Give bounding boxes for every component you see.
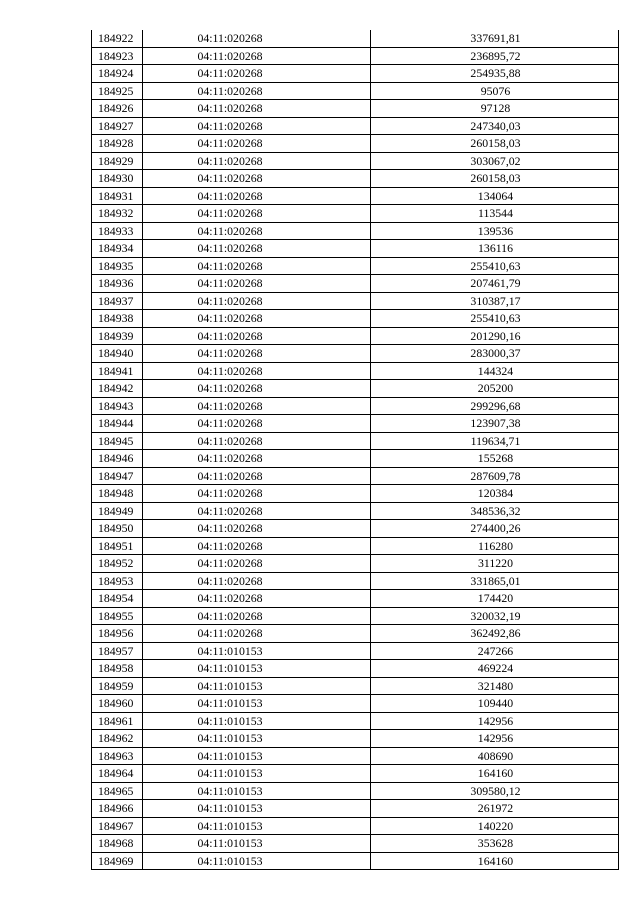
table-row bbox=[92, 100, 619, 118]
value-cell: 261972 bbox=[371, 800, 619, 818]
table-row bbox=[92, 257, 619, 275]
cadastral-code-cell: 04:11:010153 bbox=[143, 642, 371, 660]
row-id-cell: 184969 bbox=[92, 852, 143, 870]
row-id-cell: 184933 bbox=[92, 222, 143, 240]
row-id-cell: 184934 bbox=[92, 240, 143, 258]
table-row bbox=[92, 65, 619, 83]
value-cell: 337691,81 bbox=[371, 30, 619, 47]
row-id-cell: 184922 bbox=[92, 30, 143, 47]
table-row bbox=[92, 817, 619, 835]
table-row bbox=[92, 170, 619, 188]
table-row bbox=[92, 415, 619, 433]
table-row bbox=[92, 502, 619, 520]
row-id-cell: 184944 bbox=[92, 415, 143, 433]
cadastral-code-cell: 04:11:020268 bbox=[143, 257, 371, 275]
cadastral-code-cell: 04:11:020268 bbox=[143, 450, 371, 468]
value-cell: 134064 bbox=[371, 187, 619, 205]
row-id-cell: 184960 bbox=[92, 695, 143, 713]
cadastral-code-cell: 04:11:020268 bbox=[143, 537, 371, 555]
value-cell: 113544 bbox=[371, 205, 619, 223]
row-id-cell: 184957 bbox=[92, 642, 143, 660]
table-row bbox=[92, 345, 619, 363]
row-id-cell: 184963 bbox=[92, 747, 143, 765]
row-id-cell: 184931 bbox=[92, 187, 143, 205]
value-cell: 95076 bbox=[371, 82, 619, 100]
table-row bbox=[92, 537, 619, 555]
row-id-cell: 184923 bbox=[92, 47, 143, 65]
value-cell: 139536 bbox=[371, 222, 619, 240]
table-row bbox=[92, 695, 619, 713]
cadastral-code-cell: 04:11:020268 bbox=[143, 432, 371, 450]
cadastral-code-cell: 04:11:010153 bbox=[143, 765, 371, 783]
table-row bbox=[92, 467, 619, 485]
cadastral-code-cell: 04:11:020268 bbox=[143, 100, 371, 118]
value-cell: 260158,03 bbox=[371, 170, 619, 188]
table-row bbox=[92, 485, 619, 503]
row-id-cell: 184947 bbox=[92, 467, 143, 485]
cadastral-code-cell: 04:11:020268 bbox=[143, 82, 371, 100]
value-cell: 144324 bbox=[371, 362, 619, 380]
cadastral-code-cell: 04:11:020268 bbox=[143, 607, 371, 625]
table-row bbox=[92, 362, 619, 380]
value-cell: 174420 bbox=[371, 590, 619, 608]
cadastral-code-cell: 04:11:010153 bbox=[143, 695, 371, 713]
table-row bbox=[92, 292, 619, 310]
value-cell: 109440 bbox=[371, 695, 619, 713]
value-cell: 119634,71 bbox=[371, 432, 619, 450]
row-id-cell: 184925 bbox=[92, 82, 143, 100]
cadastral-code-cell: 04:11:010153 bbox=[143, 677, 371, 695]
table-row bbox=[92, 397, 619, 415]
cadastral-code-cell: 04:11:020268 bbox=[143, 187, 371, 205]
row-id-cell: 184924 bbox=[92, 65, 143, 83]
cadastral-code-cell: 04:11:020268 bbox=[143, 502, 371, 520]
table-row bbox=[92, 450, 619, 468]
value-cell: 274400,26 bbox=[371, 520, 619, 538]
value-cell: 140220 bbox=[371, 817, 619, 835]
row-id-cell: 184950 bbox=[92, 520, 143, 538]
value-cell: 255410,63 bbox=[371, 257, 619, 275]
row-id-cell: 184942 bbox=[92, 380, 143, 398]
cadastral-code-cell: 04:11:010153 bbox=[143, 852, 371, 870]
table-body bbox=[92, 30, 619, 870]
value-cell: 142956 bbox=[371, 730, 619, 748]
row-id-cell: 184935 bbox=[92, 257, 143, 275]
cadastral-code-cell: 04:11:020268 bbox=[143, 275, 371, 293]
cadastral-code-cell: 04:11:020268 bbox=[143, 292, 371, 310]
row-id-cell: 184948 bbox=[92, 485, 143, 503]
cadastral-code-cell: 04:11:010153 bbox=[143, 712, 371, 730]
value-cell: 299296,68 bbox=[371, 397, 619, 415]
value-cell: 205200 bbox=[371, 380, 619, 398]
cadastral-code-cell: 04:11:010153 bbox=[143, 835, 371, 853]
table-row bbox=[92, 730, 619, 748]
table-row bbox=[92, 117, 619, 135]
cadastral-code-cell: 04:11:020268 bbox=[143, 625, 371, 643]
cadastral-code-cell: 04:11:020268 bbox=[143, 380, 371, 398]
table-row bbox=[92, 712, 619, 730]
cadastral-code-cell: 04:11:020268 bbox=[143, 117, 371, 135]
value-cell: 116280 bbox=[371, 537, 619, 555]
value-cell: 408690 bbox=[371, 747, 619, 765]
value-cell: 469224 bbox=[371, 660, 619, 678]
value-cell: 97128 bbox=[371, 100, 619, 118]
value-cell: 348536,32 bbox=[371, 502, 619, 520]
value-cell: 236895,72 bbox=[371, 47, 619, 65]
table-row bbox=[92, 152, 619, 170]
row-id-cell: 184956 bbox=[92, 625, 143, 643]
cadastral-code-cell: 04:11:020268 bbox=[143, 205, 371, 223]
value-cell: 164160 bbox=[371, 852, 619, 870]
row-id-cell: 184967 bbox=[92, 817, 143, 835]
row-id-cell: 184964 bbox=[92, 765, 143, 783]
table-row bbox=[92, 852, 619, 870]
table-row bbox=[92, 222, 619, 240]
cadastral-code-cell: 04:11:020268 bbox=[143, 345, 371, 363]
table-row bbox=[92, 590, 619, 608]
table-row bbox=[92, 572, 619, 590]
row-id-cell: 184928 bbox=[92, 135, 143, 153]
row-id-cell: 184941 bbox=[92, 362, 143, 380]
table-row bbox=[92, 747, 619, 765]
row-id-cell: 184926 bbox=[92, 100, 143, 118]
table-row bbox=[92, 432, 619, 450]
table-row bbox=[92, 187, 619, 205]
value-cell: 164160 bbox=[371, 765, 619, 783]
table-row bbox=[92, 30, 619, 47]
value-cell: 287609,78 bbox=[371, 467, 619, 485]
value-cell: 247340,03 bbox=[371, 117, 619, 135]
row-id-cell: 184932 bbox=[92, 205, 143, 223]
value-cell: 155268 bbox=[371, 450, 619, 468]
cadastral-code-cell: 04:11:020268 bbox=[143, 240, 371, 258]
cadastral-code-cell: 04:11:020268 bbox=[143, 397, 371, 415]
value-cell: 309580,12 bbox=[371, 782, 619, 800]
table-row bbox=[92, 205, 619, 223]
value-cell: 142956 bbox=[371, 712, 619, 730]
row-id-cell: 184938 bbox=[92, 310, 143, 328]
cadastral-code-cell: 04:11:010153 bbox=[143, 747, 371, 765]
row-id-cell: 184929 bbox=[92, 152, 143, 170]
cadastral-code-cell: 04:11:020268 bbox=[143, 170, 371, 188]
table-row bbox=[92, 677, 619, 695]
data-table bbox=[91, 30, 619, 870]
table-row bbox=[92, 555, 619, 573]
cadastral-code-cell: 04:11:010153 bbox=[143, 800, 371, 818]
table-row bbox=[92, 607, 619, 625]
row-id-cell: 184946 bbox=[92, 450, 143, 468]
value-cell: 311220 bbox=[371, 555, 619, 573]
value-cell: 120384 bbox=[371, 485, 619, 503]
row-id-cell: 184961 bbox=[92, 712, 143, 730]
cadastral-code-cell: 04:11:020268 bbox=[143, 30, 371, 47]
table-row bbox=[92, 625, 619, 643]
cadastral-code-cell: 04:11:020268 bbox=[143, 310, 371, 328]
value-cell: 123907,38 bbox=[371, 415, 619, 433]
cadastral-code-cell: 04:11:020268 bbox=[143, 362, 371, 380]
value-cell: 207461,79 bbox=[371, 275, 619, 293]
value-cell: 254935,88 bbox=[371, 65, 619, 83]
value-cell: 201290,16 bbox=[371, 327, 619, 345]
value-cell: 353628 bbox=[371, 835, 619, 853]
row-id-cell: 184927 bbox=[92, 117, 143, 135]
cadastral-code-cell: 04:11:010153 bbox=[143, 817, 371, 835]
row-id-cell: 184955 bbox=[92, 607, 143, 625]
value-cell: 362492,86 bbox=[371, 625, 619, 643]
cadastral-code-cell: 04:11:020268 bbox=[143, 590, 371, 608]
row-id-cell: 184943 bbox=[92, 397, 143, 415]
cadastral-code-cell: 04:11:020268 bbox=[143, 520, 371, 538]
table-row bbox=[92, 765, 619, 783]
value-cell: 321480 bbox=[371, 677, 619, 695]
cadastral-code-cell: 04:11:020268 bbox=[143, 572, 371, 590]
cadastral-code-cell: 04:11:010153 bbox=[143, 782, 371, 800]
row-id-cell: 184968 bbox=[92, 835, 143, 853]
table-row bbox=[92, 800, 619, 818]
value-cell: 136116 bbox=[371, 240, 619, 258]
value-cell: 303067,02 bbox=[371, 152, 619, 170]
table-row bbox=[92, 380, 619, 398]
row-id-cell: 184953 bbox=[92, 572, 143, 590]
row-id-cell: 184945 bbox=[92, 432, 143, 450]
cadastral-code-cell: 04:11:020268 bbox=[143, 65, 371, 83]
cadastral-code-cell: 04:11:020268 bbox=[143, 555, 371, 573]
table-row bbox=[92, 642, 619, 660]
value-cell: 283000,37 bbox=[371, 345, 619, 363]
table-row bbox=[92, 310, 619, 328]
table-row bbox=[92, 82, 619, 100]
value-cell: 320032,19 bbox=[371, 607, 619, 625]
cadastral-code-cell: 04:11:020268 bbox=[143, 135, 371, 153]
cadastral-code-cell: 04:11:020268 bbox=[143, 327, 371, 345]
row-id-cell: 184936 bbox=[92, 275, 143, 293]
row-id-cell: 184954 bbox=[92, 590, 143, 608]
value-cell: 310387,17 bbox=[371, 292, 619, 310]
row-id-cell: 184951 bbox=[92, 537, 143, 555]
row-id-cell: 184949 bbox=[92, 502, 143, 520]
value-cell: 255410,63 bbox=[371, 310, 619, 328]
row-id-cell: 184939 bbox=[92, 327, 143, 345]
cadastral-code-cell: 04:11:010153 bbox=[143, 730, 371, 748]
table-row bbox=[92, 47, 619, 65]
row-id-cell: 184966 bbox=[92, 800, 143, 818]
table-row bbox=[92, 782, 619, 800]
row-id-cell: 184940 bbox=[92, 345, 143, 363]
row-id-cell: 184965 bbox=[92, 782, 143, 800]
table-row bbox=[92, 660, 619, 678]
cadastral-code-cell: 04:11:020268 bbox=[143, 467, 371, 485]
cadastral-code-cell: 04:11:020268 bbox=[143, 485, 371, 503]
row-id-cell: 184958 bbox=[92, 660, 143, 678]
cadastral-code-cell: 04:11:020268 bbox=[143, 222, 371, 240]
cadastral-code-cell: 04:11:020268 bbox=[143, 47, 371, 65]
table-row bbox=[92, 240, 619, 258]
table-row bbox=[92, 327, 619, 345]
value-cell: 260158,03 bbox=[371, 135, 619, 153]
row-id-cell: 184962 bbox=[92, 730, 143, 748]
value-cell: 331865,01 bbox=[371, 572, 619, 590]
row-id-cell: 184937 bbox=[92, 292, 143, 310]
table-row bbox=[92, 275, 619, 293]
cadastral-code-cell: 04:11:020268 bbox=[143, 415, 371, 433]
table-row bbox=[92, 135, 619, 153]
table-row bbox=[92, 520, 619, 538]
row-id-cell: 184959 bbox=[92, 677, 143, 695]
row-id-cell: 184952 bbox=[92, 555, 143, 573]
value-cell: 247266 bbox=[371, 642, 619, 660]
cadastral-code-cell: 04:11:020268 bbox=[143, 152, 371, 170]
cadastral-code-cell: 04:11:010153 bbox=[143, 660, 371, 678]
table-row bbox=[92, 835, 619, 853]
row-id-cell: 184930 bbox=[92, 170, 143, 188]
